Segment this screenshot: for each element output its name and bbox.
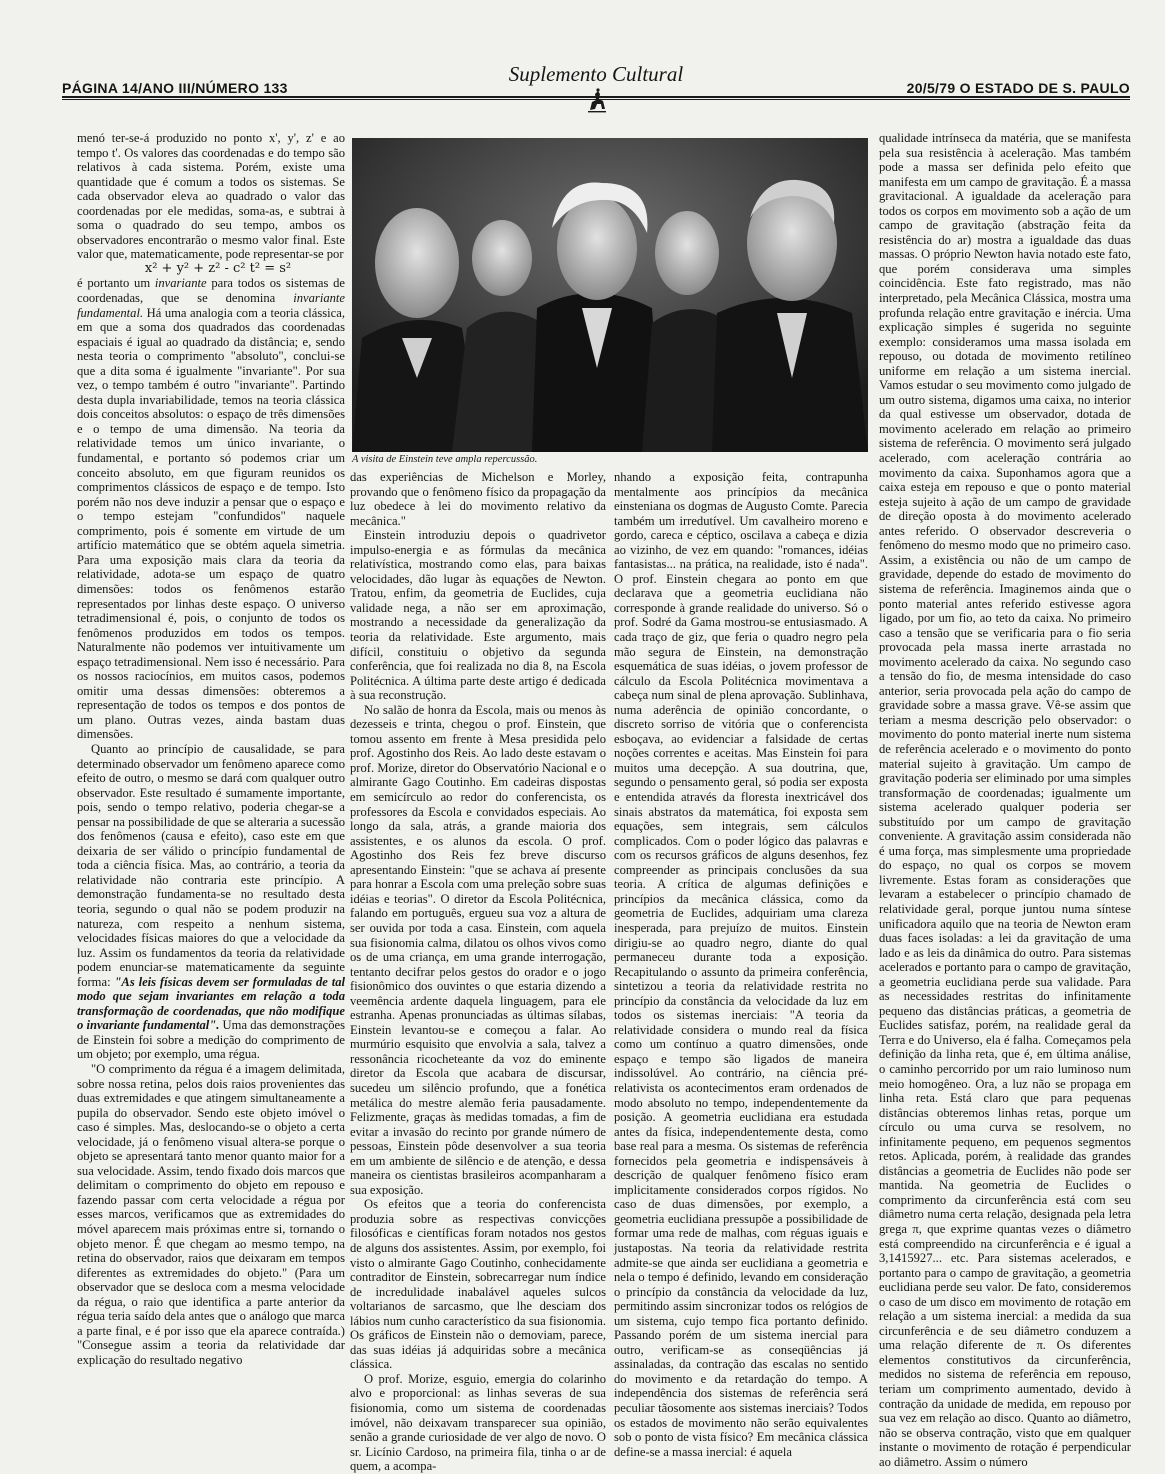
article-column-2 [350, 470, 606, 1474]
paragraph: das experiências de Michelson e Morley, provando que o fenômeno físico da propagação da luz obedece à lei do movimento relativo da mecânica." [350, 470, 606, 528]
header-rule-thin [62, 99, 1130, 100]
paragraph: nhando a exposição feita, contrapunha mentalmente aos princípios da mecânica einsteniana os dogmas de Augusto Comte. Parecia também um irredutível. Um cavalheiro moreno e gordo, careca e céptico, oscilava a cabeça e dizia ao vizinho, de vez em quando: "romances, idéias fantasistas... na prática, na realidade, isto é nada". O prof. Einstein chegara ao ponto em que declarava que a geometria euclidiana não corresponde à grande realidade do universo. Só o prof. Sodré da Gama mostrou-se entusiasmado. A cada traço de giz, que feria o quadro negro pela mão segura de Einstein, na demonstração esquemática de suas idéias, o jovem professor de cálculo da Escola Politécnica movimentava a cabeça num sinal de plena aprovação. Sublinhava, numa aderência de opinião concordante, o discreto sorriso de vitória que o conferencista esboçava, ao evidenciar a falsidade de certas noções correntes e aceitas. Mas Einstein foi para muitos uma decepção. A sua doutrina, que, segundo o pensamento geral, só podia ser exposta e entendida através da floresta inextricável dos sinais abstratos da matemática, foi exposta sem equações, sem integrais, sem cálculos complicados. Com o poder lógico das palavras e com os recursos gráficos de alguns desenhos, fez compreender as principais conclusões da sua teoria. A crítica de algumas definições e princípios da mecânica clássica, como da geometria de Euclides, adquiriam uma clareza inesperada, para prejuízo de muitos. Einstein dirigiu-se ao quadro negro, diante do qual permaneceu durante toda a exposição. Recapitulando o assunto da primeira conferência, sintetizou a teoria da relatividade restrita no princípio da constância da velocidade da luz em todos os sistemas inerciais: "A teoria da relatividade considera o mundo real da física como um contínuo a quatro dimensões, onde espaço e tempo são ligados de maneira indissolúvel. Ao contrário, na ciência pré-relativista os acontecimentos eram ordenados de modo absoluto no tempo, independentemente da posição. A geometria euclidiana era estudada antes da física, independentemente desta, como base real para a mesma. Os sistemas de referência fornecidos pela geometria e indispensáveis à descrição de qualquer fenômeno físico eram implicitamente considerados corpos rígidos. No caso de duas dimensões, por exemplo, a geometria euclidiana pressupõe a possibilidade de formar uma rede de malhas, com réguas iguais e justapostas. Na teoria da relatividade restrita admite-se que ainda ser euclidiana a geometria e nela o tempo é definido, levando em consideração o princípio da constância da velocidade da luz, permitindo assim sincronizar todos os relógios de um sistema, cujo tempo fica portanto definido. Passando porém de um sistema inercial para outro, verificam-se as conseqüências já assinaladas, da contração das escalas no sentido do movimento e da retardação do tempo. A independência dos sistemas de referência será peculiar tãosomente aos sistemas inerciais? Todos os estados de movimento não serão equivalentes sob o ponto de vista físico? Em mecânica clássica define-se a massa inercial: é aquela [614, 470, 868, 1459]
horse-rider-logo-icon [586, 88, 608, 114]
paragraph: é portanto um invariante para todos os sistemas de coordenadas, que se denomina invariante fundamental. Há uma analogia com a teoria clássica, em que a soma dos quadrados das coordenadas espaciais é igual ao quadrado da distância; e, sendo nesta teoria o comprimento "absoluto", conclui-se que a dita soma é igualmente "invariante". Por sua vez, o tempo também é outro "invariante". Partindo desta dupla invariabilidade, temos na teoria clássica dois conceitos absolutos: o espaço de três dimensões e o tempo de uma dimensão. Na teoria da relatividade temos um único invariante, o fundamental, e portanto só podemos criar um conceito absoluto, em que figuram reunidos os comprimentos clássicos de espaço e de tempo. Isto porém não nos deve induzir a pensar que o espaço e o tempo estejam "confundidos" naquele comprimento, pois é somente em virtude de um artifício matemático que se obtém aquela simetria. Para uma exposição mais clara da teoria da relatividade, adota-se um espaço de quatro dimensões: todos os fenômenos estarão representados por linhas deste espaço. O universo tetradimensional é, pois, o conjunto de todos os fenômenos produzidos em todos os tempos. Naturalmente não podemos ver intuitivamente um espaço tetradimensional. Nem isso é necessário. Para os nossos raciocínios, em muitos casos, podemos omitir uma dessas dimensões: obteremos a representação de todos os tempos e dos pontos de um plano. Outras vezes, ainda bastam duas dimensões. [77, 276, 345, 742]
date-newspaper-label: 20/5/79 O ESTADO DE S. PAULO [906, 80, 1130, 96]
article-column-4 [879, 131, 1131, 1469]
article-column-3 [614, 470, 868, 1459]
photo-caption: A visita de Einstein teve ampla repercussão. [352, 454, 538, 465]
paragraph: No salão de honra da Escola, mais ou menos às dezesseis e trinta, chegou o prof. Einstein, que tomou assento em frente à Mesa presidida pelo prof. Agostinho dos Reis. Ao lado deste estavam o prof. Morize, diretor do Observatório Nacional e o almirante Gago Coutinho. Em cadeiras dispostas em semicírculo ao redor do conferencista, os professores da Escola e convidados especiais. Ao longo da sala, atrás, a grande maioria dos assistentes, e os alunos da escola. O prof. Agostinho dos Reis fez breve discurso apresentando Einstein: "que se achava aí presente para honrar a Escola com uma preleção sobre suas idéias e teorias". O diretor da Escola Politécnica, falando em português, ergueu sua voz a altura de ser ouvida por toda a casa. Einstein, com aquela sua fisionomia calma, dilatou os olhos vivos como os de uma criança, em uma grande interrogação, tentanto decifrar pelos gestos do orador e o jogo fisionômico dos ouvintes o que estaria dizendo a veemência ardente daquela linguagem, para ele estranha. Apenas pronunciadas as últimas sílabas, Einstein levantou-se e começou a falar. Ao murmúrio esquisito que envolvia a sala, talvez a ressonância ricocheteante da voz do eminente diretor da Escola que acabara de discursar, sucedeu um silêncio profundo, que a fonética metálica do mestre alemão feria pausadamente. Felizmente, graças às medidas tomadas, a fim de evitar a invasão do recinto por grande número de pessoas, Einstein pôde desenvolver a sua teoria em um ambiente de silêncio e de atenção, e dessa maneira os cientistas brasileiros acompanharam a sua exposição. [350, 702, 606, 1197]
article-column-1 [77, 131, 345, 1436]
paragraph: O prof. Morize, esguio, emergia do colarinho alvo e proporcional: as linhas severas de sua fisionomia, como um sistema de coordenadas imóvel, não deixavam transparecer sua opinião, senão a grande curiosidade de ver algo de novo. O sr. Licínio Cardoso, na primeira fila, tinha o ar de quem, a acompa- [350, 1371, 606, 1474]
header-rule [62, 96, 1130, 98]
paragraph: Einstein introduziu depois o quadrivetor impulso-energia e as fórmulas da mecânica relativística, mostrando como elas, para baixas velocidades, dão lugar às equações de Newton. Tratou, enfim, da geometria de Euclides, cuja validade nega, a não ser em aproximação, mostrando a necessidade da generalização da teoria da relatividade. Este argumento, mais difícil, constituiu o objetivo da segunda conferência, que foi realizada no dia 8, na Escola Politécnica. A última parte deste artigo é dedicada à sua reconstrução. [350, 528, 606, 703]
invariant-formula: x² + y² + z² - c² t² = s² [144, 260, 292, 276]
page-header [62, 62, 1130, 122]
einstein-group-photo [352, 138, 868, 452]
supplement-title: Suplemento Cultural [508, 62, 684, 86]
paragraph: "O comprimento da régua é a imagem delimitada, sobre nossa retina, pelos dois raios provenientes das duas extremidades e que atingem simultaneamente a pupila do observador. Sendo este objeto imóvel o caso é simples. Mas, deslocando-se o objeto a certa velocidade, já o fenômeno visual altera-se porque o objeto se apresentará tanto menor quanto maior for a sua velocidade. Assim, tendo fixado dois marcos que delimitam o comprimento do objeto em repouso e fazendo passar com certa velocidade a régua por esses marcos, verificamos que as extremidades do móvel aparecem mais próximas entre si, tornando o objeto menor. É que chegam ao mesmo tempo, na retina do observador, raios que deixaram em tempos diferentes as extremidades do objeto." (Para um observador que se desloca com a mesma velocidade da régua, o raio que identifica a parte anterior da régua teria saído dela antes que o análogo que marca a parte final, e é por isso que ela aparece contraída.) "Consegue assim a teoria da relatividade dar explicação do resultado negativo [77, 1062, 345, 1367]
paragraph: Os efeitos que a teoria do conferencista produzia sobre as respectivas convicções filosóficas e científicas foram notados nos gestos de alguns dos assistentes. Assim, por exemplo, foi visto o almirante Gago Coutinho, conhecidamente contraditor de Einstein, sobrecarregar num índice de incredulidade inabalável aqueles sulcos voltarianos de sarcasmo, que lhe desciam dos lábios num cunho característico da sua fisionomia. Os gráficos de Einstein não o demoviam, parece, das suas idéias já adquiridas sobre a mecânica clássica. [350, 1197, 606, 1372]
page-number-label: PÁGINA 14/ANO III/NÚMERO 133 [62, 80, 288, 96]
paragraph: menó ter-se-á produzido no ponto x', y', z' e ao tempo t'. Os valores das coordenadas e do tempo são relativos à cada sistema. Porém, existe uma quantidade que é comum a todos os sistemas. Se cada observador eleva ao quadrado o valor das coordenadas por ele medidas, soma-as, e subtrai à soma o quadrado do seu tempo, ambos os observadores encontrarão o mesmo valor final. Este valor que, matematicamente, pode representar-se por [77, 131, 345, 262]
paragraph: qualidade intrínseca da matéria, que se manifesta pela sua resistência à aceleração. Mas também pode a massa ser definida pelo efeito que manifesta em um campo de gravitação. É a massa gravitacional. A igualdade da aceleração para todos os corpos em movimento sob a ação de um campo de gravitação (abstração feita da resistência do ar) mostra a igualdade das duas massas. O próprio Newton havia notado este fato, que porém considerava uma simples coincidência. Este fato registrado, mas não interpretado, pela Mecânica Clássica, mostra uma profunda relação entre gravitação e inércia. Uma explicação simples é sugerida no seguinte exemplo: consideramos uma massa isolada em repouso, ou dotada de movimento retilíneo uniforme em relação a um sistema inercial. Vamos estudar o seu movimento como julgado de um outro sistema, digamos uma caixa, no interior da qual estivesse um observador, dotada de movimento acelerado em relação ao primeiro sistema de referência. O movimento será julgado acelerado, com aceleração contrária ao movimento da caixa. Suponhamos agora que a caixa esteja em repouso e que o ponto material esteja sujeito à ação de um campo de gravidade de direção oposta à do movimento acelerado antes referido. O observador descreveria o fenômeno do mesmo modo que no primeiro caso. Assim, a existência ou não de um campo de gravidade, depende do estado de movimento do sistema de referência. Imaginemos ainda que o ponto material antes referido estivesse agora ligado, por um fio, ao teto da caixa. No primeiro caso a tensão que se verificaria para o fio seria provocada pela massa inerte arrastada no movimento acelerado da caixa. No segundo caso a tensão do fio, de mesma intensidade do caso anterior, seria provocada pela ação do campo de gravidade sobre a massa grave. Vê-se assim que teriam a mesma descrição pelo observador: o movimento do ponto material inerte num sistema de referência acelerado e o movimento do ponto material sujeito à gravitação. Um campo de gravitação poderia ser eliminado por uma simples transformação de coordenadas; igualmente um sistema acelerado qualquer poderia ser substituído por um campo de gravitação conveniente. A gravitação assim considerada não é uma força, mas simplesmente uma propriedade do espaço, no qual os corpos se movem livremente. Estas foram as considerações que levaram a estabelecer o princípio chamado de relatividade geral, porque juntou numa síntese unificadora aquilo que na teoria de Newton eram duas faces isoladas: a lei da gravitação de uma lado e as leis da dinâmica do outro. Para sistemas acelerados e portanto para o campo de gravitação, a geometria euclidiana perde sua validade. Para as necessidades restritas do infinitamente pequeno das distâncias práticas, a geometria de Euclides satisfaz, porém, na realidade geral da Terra e do Universo, ela é falha. Começamos pela definição da linha reta, que é, em última análise, o caminho percorrido por um raio luminoso num meio homogêneo. Ora, a luz não se propaga em linha reta. Está claro que para pequenas distâncias obteremos linhas retas, porque um círculo ou uma curva se resolvem, no infinitamente pequeno, em pequenos segmentos retos. Aplicada, porém, à realidade das grandes distâncias a geometria de Euclides não pode ser mantida. Na geometria de Euclides o comprimento da circunferência está com seu diâmetro numa certa relação, designada pela letra grega π, que exprime quantas vezes o diâmetro está compreendido na circunferência e é igual a 3,1415927... etc. Para sistemas acelerados, e portanto para o campo de gravitação, a geometria euclidiana perde seu valor. De fato, consideremos o caso de um disco em movimento de rotação em relação a um sistema inercial: a medida da sua circunferência e de seu diâmetro conduzem a uma relação diferente de π. Os diferentes elementos constitutivos da circunferência, medidos no sistema de referência em repouso, teriam um comprimento aumentado, devido à contração da unidade de medida, em repouso por sua vez em relação ao disco. Quanto ao diâmetro, não se observa contração, visto que em qualquer instante o movimento de rotação é perpendicular ao diâmetro. Assim o número [879, 131, 1131, 1469]
paragraph: Quanto ao princípio de causalidade, se para determinado observador um fenômeno aparece como efeito de outro, o mesmo se dará com qualquer outro observador. Este resultado é sumamente importante, pois, sendo o tempo relativo, poderia chegar-se a pensar na possibilidade de que se alteraria a sucessão dos fenômenos (causa e efeito), caso este em que deixaria de ser válido o princípio fundamental de toda a ciência física. Mas, ao contrário, a teoria da relatividade não contraria este princípio. A demonstração fundamenta-se no resultado desta teoria, segundo o qual não se podem produzir na natureza, com respeito a nenhum sistema, velocidades físicas maiores do que a velocidade da luz. Assim os fundamentos da teoria da relatividade podem enunciar-se matematicamente da seguinte forma: "As leis físicas devem ser formuladas de tal modo que sejam invariantes em relação a toda transformação de coordenadas, que não modifique o invariante fundamental". Uma das demonstrações de Einstein foi sobre a medição do comprimento de um objeto; por exemplo, uma régua. [77, 741, 346, 1062]
